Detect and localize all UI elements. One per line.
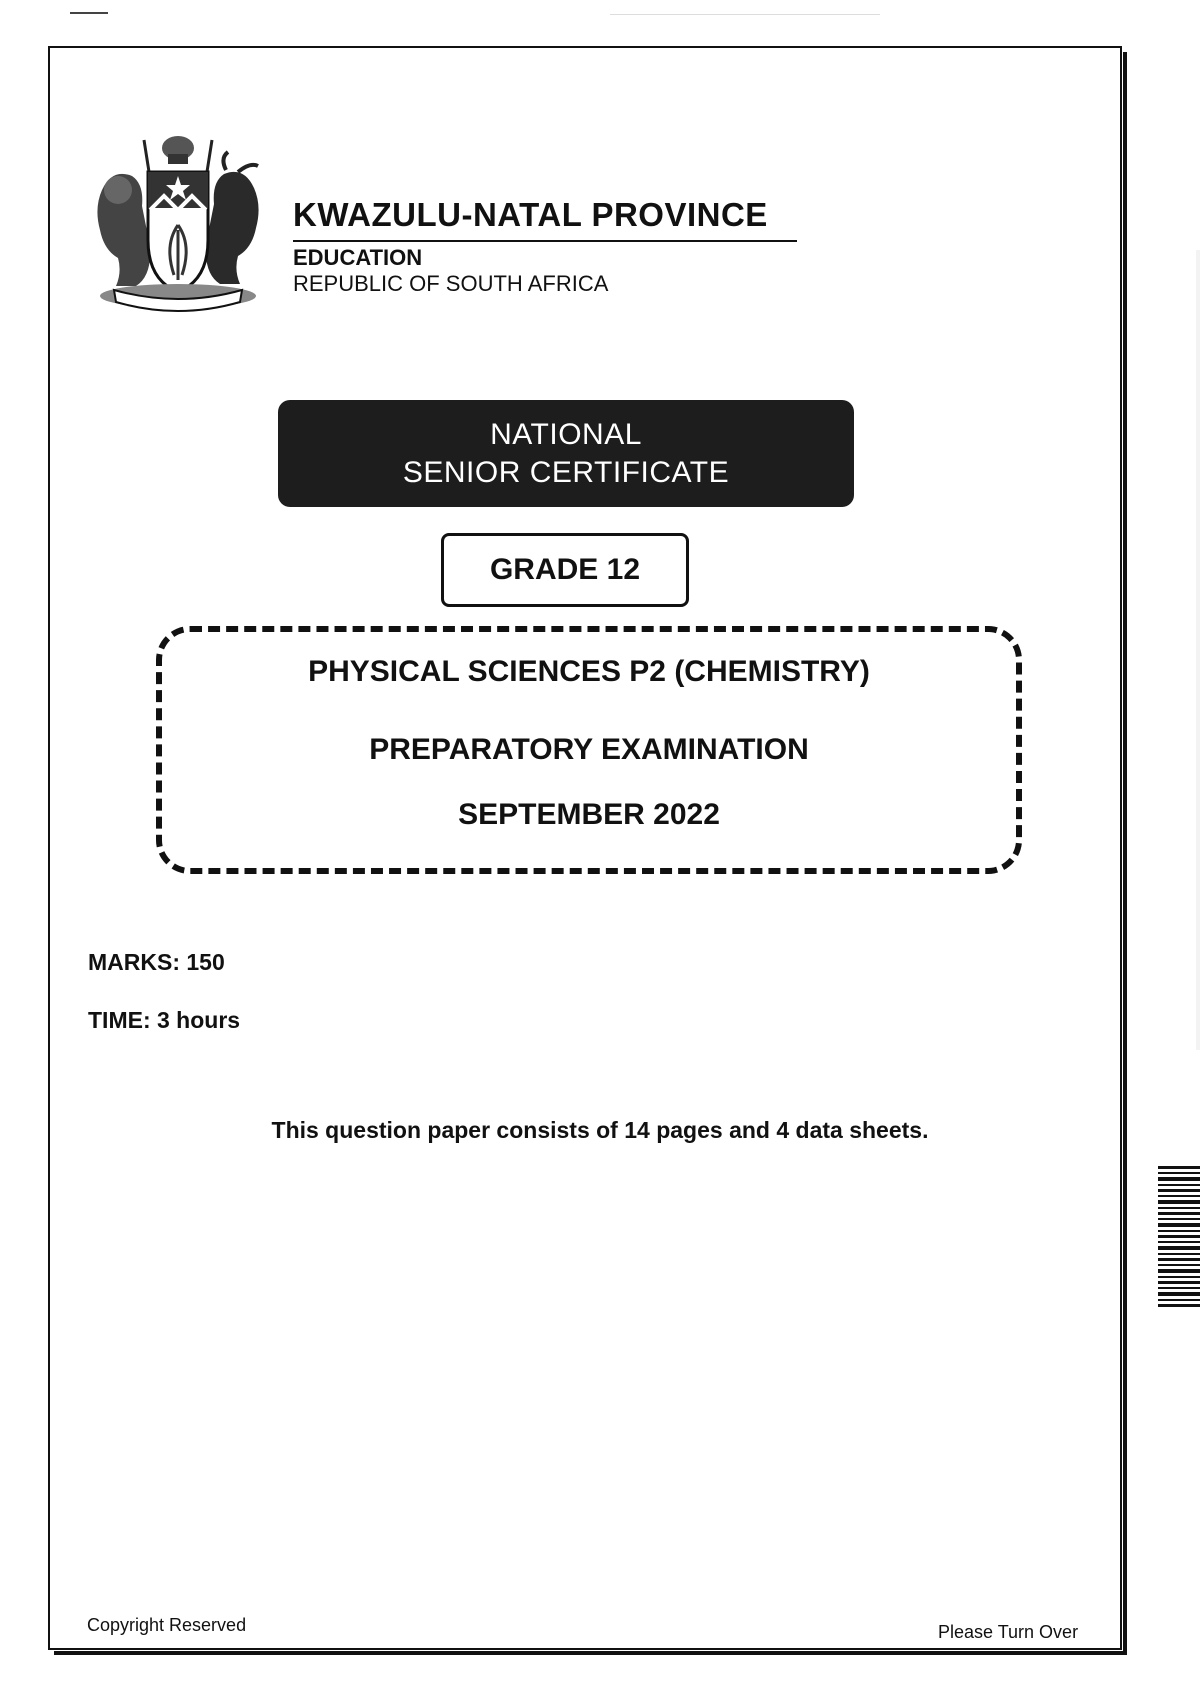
province-title: KWAZULU-NATAL PROVINCE (293, 196, 768, 233)
page-count-note: This question paper consists of 14 pages and 4 data sheets. (271, 1117, 929, 1143)
header-divider (293, 240, 797, 242)
copyright-notice: Copyright Reserved (87, 1615, 247, 1635)
exam-date: SEPTEMBER 2022 (458, 798, 720, 831)
please-turn-over: Please Turn Over (938, 1622, 1079, 1642)
marks-total: MARKS: 150 (88, 949, 225, 975)
certificate-banner (278, 400, 854, 507)
coat-of-arms-icon (88, 130, 268, 315)
barcode-icon (1158, 1166, 1200, 1308)
scan-artifact-line (610, 14, 880, 15)
scan-artifact-line (70, 12, 108, 14)
exam-subject: PHYSICAL SCIENCES P2 (CHEMISTRY) (308, 655, 870, 688)
exam-type: PREPARATORY EXAMINATION (369, 733, 809, 766)
certificate-line-1: NATIONAL (490, 417, 642, 451)
country-name: REPUBLIC OF SOUTH AFRICA (293, 271, 609, 296)
department-name: EDUCATION (293, 245, 423, 270)
grade-label: GRADE 12 (441, 533, 689, 607)
scan-edge-shadow (1196, 250, 1200, 1050)
time-allowed: TIME: 3 hours (88, 1007, 241, 1033)
certificate-line-2: SENIOR CERTIFICATE (402, 455, 730, 489)
